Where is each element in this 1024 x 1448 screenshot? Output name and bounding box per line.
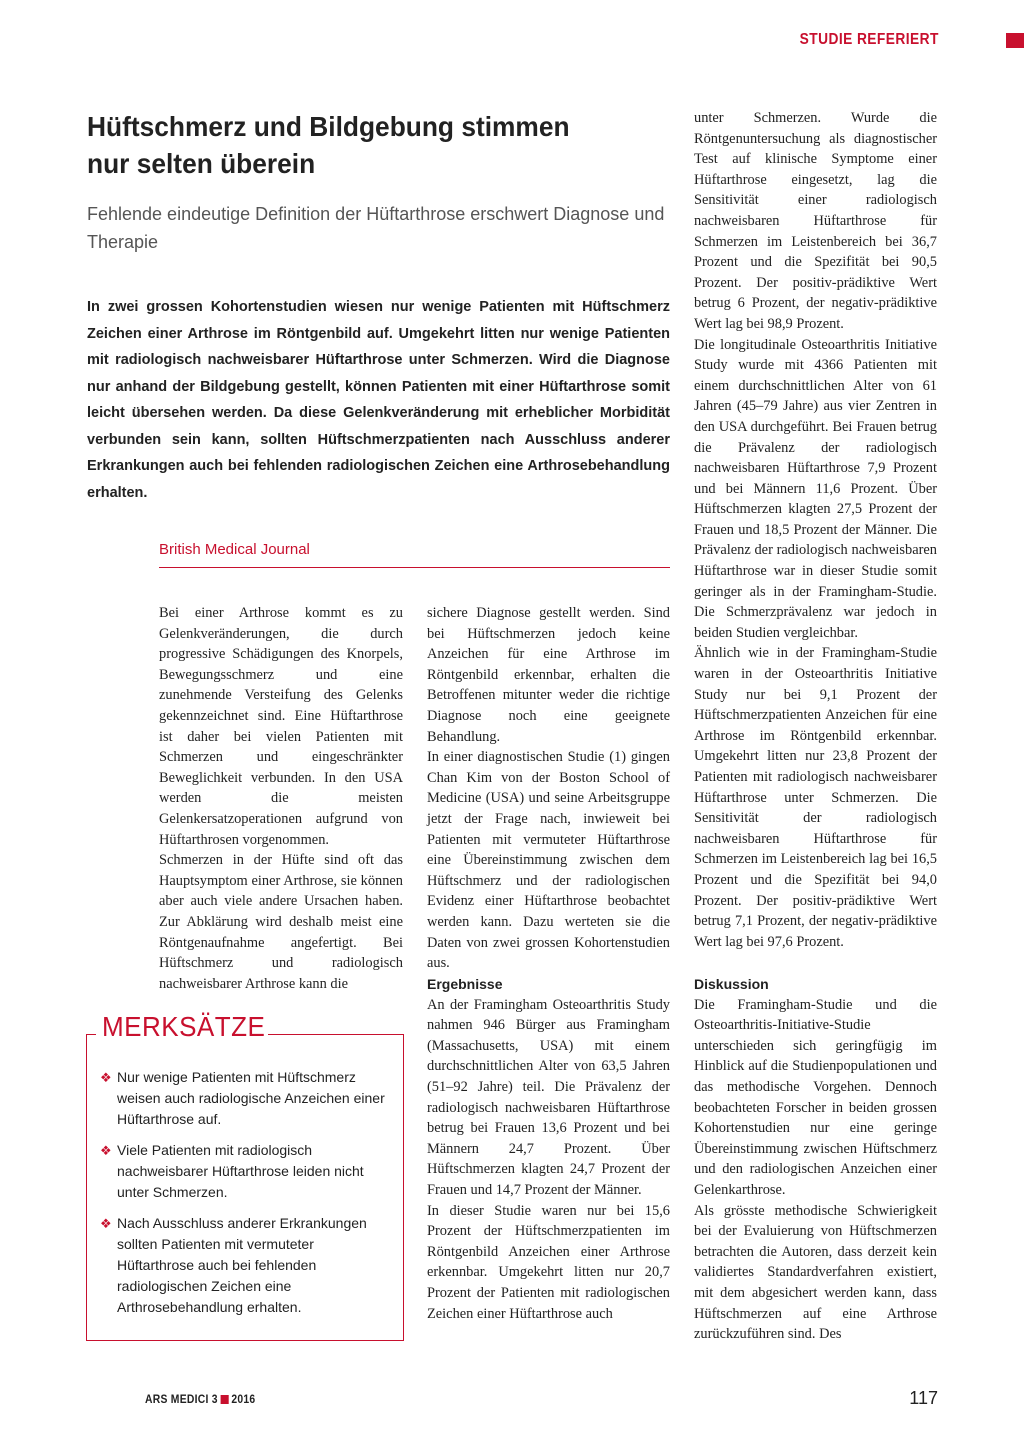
merksaetze-item-text: Nach Ausschluss anderer Erkrankungen sollten Patienten mit vermuteter Hüftarthrose auch bei fehlenden radiologischen Zeichen eine Arthrosebehandlung erhalten.: [117, 1215, 367, 1315]
body-paragraph: Die Framingham-Studie und die Osteoarthritis-Initiative-Studie unterschieden sich geringfügig im Hinblick auf die Studienpopulationen und das methodische Vorgehen. Dennoch beobachteten Forscher in beiden grossen Kohortenstudien nur eine geringe Übereinstimmung zwischen Hüftschmerz und den radiologischen Anzeichen einer Gelenkarthrose.: [694, 996, 937, 1198]
merksaetze-border-left: [86, 1034, 96, 1035]
body-paragraph: Als grösste methodische Schwierigkeit bei der Evaluierung von Hüftschmerzen betrachten die Autoren, dass derzeit kein validiertes Standardverfahren existiert, mit dem abgesichert werden kann, dass Hüftschmerzen auf eine Arthrose zurückzuführen sind. Des: [694, 1202, 937, 1343]
merksaetze-title: MERKSÄTZE: [102, 1011, 266, 1042]
section-label: STUDIE REFERIERT: [799, 31, 939, 48]
body-column-2-results: [427, 974, 670, 1324]
merksaetze-item-text: Nur wenige Patienten mit Hüftschmerz weisen auch radiologische Anzeichen einer Hüftarthrose auf.: [117, 1069, 385, 1127]
article-lead: In zwei grossen Kohortenstudien wiesen nur wenige Patienten mit Hüftschmerz Zeichen einer Arthrose im Röntgenbild auf. Umgekehrt litten nur wenige Patienten mit radiologisch nachweisbarer Hüftarthrose unter Schmerzen. Wird die Diagnose nur anhand der Bildgebung gestellt, können Patienten mit einer Hüftarthrose somit leicht übersehen werden. Da diese Gelenkveränderung mit erheblicher Morbidität verbunden sein kann, sollten Hüftschmerzpatienten nach Ausschluss anderer Erkrankungen auch bei fehlenden radiologischen Zeichen eine Arthrosebehandlung erhalten.: [87, 299, 670, 501]
article-source: British Medical Journal: [159, 541, 670, 568]
body-column-1: [159, 603, 403, 994]
footer-journal: [145, 1394, 255, 1406]
body-paragraph: Bei einer Arthrose kommt es zu Gelenkveränderungen, die durch progressive Schädigungen des Knorpels, Bewegungsschmerz und eine zunehmende Versteifung des Gelenks gekennzeichnet sind. Eine Hüftarthrose ist daher bei vielen Patienten mit Schmerzen und eingeschränkter Beweglichkeit verbunden. In den USA werden die meisten Gelenkersatzoperationen aufgrund von Hüftarthrosen vorgenommen.: [159, 605, 403, 848]
diamond-icon: ❖: [100, 1070, 112, 1085]
diamond-icon: ❖: [100, 1143, 112, 1158]
section-heading-discussion: Diskussion: [694, 976, 769, 992]
merksaetze-border-right: [268, 1034, 403, 1035]
body-column-3: [694, 108, 937, 952]
body-paragraph: Schmerzen in der Hüfte sind oft das Hauptsymptom einer Arthrose, sie können aber auch viele andere Ursachen haben. Zur Abklärung wird deshalb meist eine Röntgenaufnahme angefertigt. Bei Hüftschmerz und radiologisch nachweisbarer Arthrose kann die: [159, 852, 403, 992]
article-title: Hüftschmerz und Bildgebung stimmen nur selten überein: [87, 111, 570, 179]
body-paragraph: Die longitudinale Osteoarthritis Initiative Study wurde mit 4366 Patienten mit einem durchschnittlichen Alter von 61 Jahren (45–79 Jahre) aus vier Zentren in den USA durchgeführt. Bei Frauen betrug die Prävalenz der radiologisch nachweisbaren Hüftarthrose 7,9 Prozent und bei Männern 11,6 Prozent. Über Hüftschmerzen klagten 27,5 Prozent der Frauen und 18,5 Prozent der Männer. Die Prävalenz der radiologisch nachweisbaren Hüftarthrose war in dieser Studie somit geringer als in der Framingham-Studie. Die Schmerzprävalenz war jedoch in beiden Studien vergleichbar.: [694, 336, 937, 641]
body-paragraph: In einer diagnostischen Studie (1) gingen Chan Kim von der Boston School of Medicine (USA) und seine Arbeitsgruppe jetzt der Frage nach, inwieweit bei Patienten mit vermuteter Hüftarthrose eine Übereinstimmung zwischen dem Hüftschmerz und der radiologischen Evidenz einer Hüftarthrose beobachtet werden kann. Dazu werteten sie die Daten von zwei grossen Kohortenstudien aus.: [427, 749, 670, 972]
merksaetze-item: [100, 1067, 392, 1130]
diamond-icon: ❖: [100, 1216, 112, 1231]
merksaetze-item: [100, 1213, 392, 1318]
body-column-3-discussion: [694, 974, 937, 1345]
footer-journal-name: ARS MEDICI 3: [145, 1394, 218, 1406]
footer-square: [221, 1395, 229, 1404]
article-subtitle: Fehlende eindeutige Definition der Hüftarthrose erschwert Diagnose und Therapie: [87, 204, 665, 252]
body-paragraph: An der Framingham Osteoarthritis Study nahmen 946 Bürger aus Framingham (Massachusetts, USA) mit einem durchschnittlichen Alter von 63,5 Jahren (51–92 Jahre) teil. Die Prävalenz der radiologisch nachweisbaren Hüftarthrose betrug bei Frauen 13,6 Prozent und bei Männern 24,7 Prozent. Über Hüftschmerzen klagten 24,7 Prozent der Frauen und 14,7 Prozent der Männer.: [427, 996, 670, 1198]
merksaetze-list: [100, 1067, 392, 1328]
body-paragraph: sichere Diagnose gestellt werden. Sind bei Hüftschmerzen jedoch keine Anzeichen für eine Arthrose im Röntgenbild erkennbar, erhalten die Betroffenen mitunter weder die richtige Diagnose noch eine geeignete Behandlung.: [427, 605, 670, 745]
section-marker-square: [1006, 33, 1024, 48]
body-paragraph: unter Schmerzen. Wurde die Röntgenuntersuchung als diagnostischer Test auf klinische Symptome einer Hüftarthrose eingesetzt, lag die Sensitivität einer radiologisch nachweisbaren Hüftarthrose für Schmerzen im Leistenbereich bei 36,7 Prozent und die Spezifität bei 90,5 Prozent. Der positiv-prädiktive Wert betrug 6 Prozent, der negativ-prädiktive Wert lag bei 98,9 Prozent.: [694, 110, 937, 332]
merksaetze-item: [100, 1140, 392, 1203]
body-paragraph: In dieser Studie waren nur bei 15,6 Prozent der Hüftschmerzpatienten im Röntgenbild Anzeichen einer Arthrose erkennbar. Umgekehrt litten nur 20,7 Prozent der Patienten mit radiologischen Zeichen einer Hüftarthrose auch: [427, 1202, 670, 1322]
page-number: 117: [909, 1388, 938, 1408]
merksaetze-item-text: Viele Patienten mit radiologisch nachweisbarer Hüftarthrose leiden nicht unter Schmerzen.: [117, 1142, 364, 1200]
body-column-2: [427, 603, 670, 974]
body-paragraph: Ähnlich wie in der Framingham-Studie waren in der Osteoarthritis Initiative Study nur bei 9,1 Prozent der Hüftschmerzpatienten Anzeichen für eine Arthrose im Röntgenbild erkennbar. Umgekehrt litten nur 23,8 Prozent der Patienten mit radiologisch nachweisbarer Hüftarthrose unter Schmerzen. Die Sensitivität der radiologisch nachweisbaren Hüftarthrose für Schmerzen im Leistenbereich lag bei 16,5 Prozent und die Spezifität bei 94,0 Prozent. Der positiv-prädiktive Wert betrug 7,1 Prozent, der negativ-prädiktive Wert lag bei 97,6 Prozent.: [694, 645, 937, 950]
section-heading-results: Ergebnisse: [427, 976, 503, 992]
footer-year: 2016: [231, 1394, 256, 1406]
